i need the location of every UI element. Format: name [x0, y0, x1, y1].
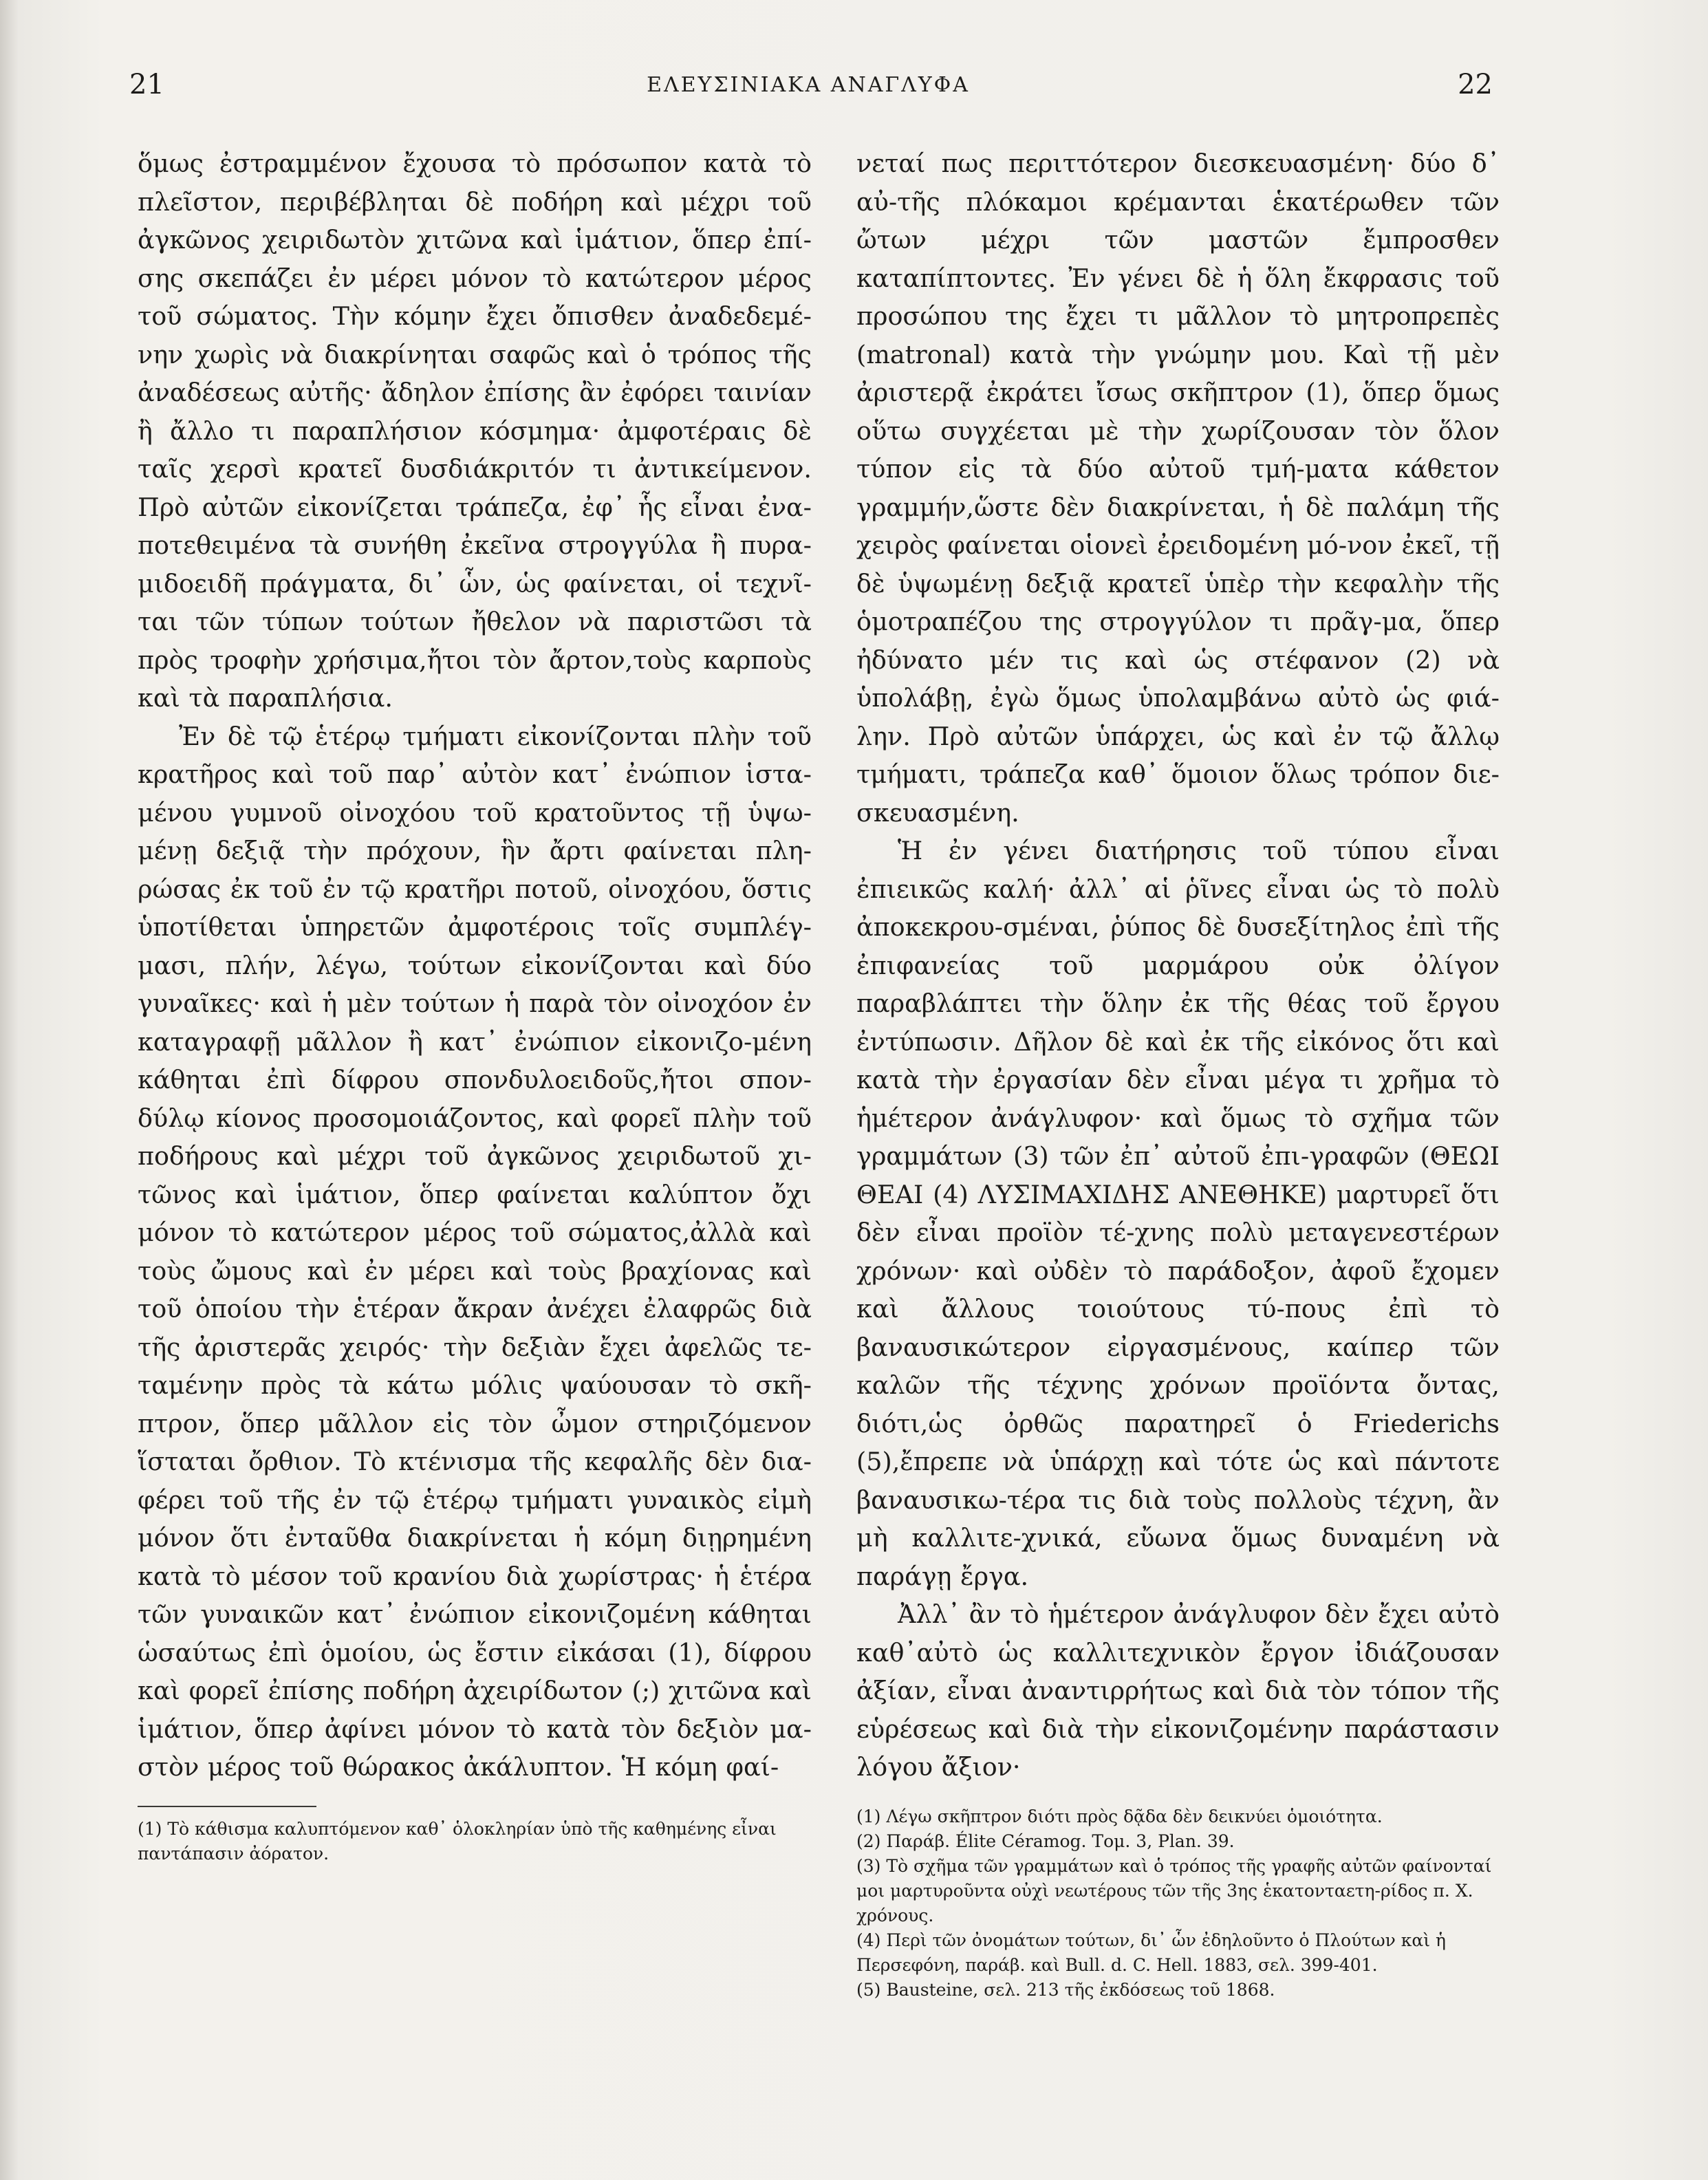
- right-footnote-5: (5) Bausteine, σελ. 213 τῆς ἐκδόσεως τοῦ 1868.: [856, 1979, 1275, 2000]
- page-number-left: 21: [129, 69, 164, 100]
- right-paragraph-1: νεταί πως περιττότερον διεσκευασμένη· δύο δ᾽ αὐ-τῆς πλόκαμοι κρέμανται ἑκατέρωθεν τῶν ὤτων μέχρι τῶν μαστῶν ἔμπροσθεν καταπίπτοντες. Ἐν γένει δὲ ἡ ὅλη ἔκφρασις τοῦ προσώπου της ἔχει τι μᾶλλον τὸ μητροπρεπὲς (matronal) κατὰ τὴν γνώμην μου. Καὶ τῇ μὲν ἀριστερᾷ ἐκράτει ἴσως σκῆπτρον (1), ὅπερ ὅμως οὕτω συγχέεται μὲ τὴν χωρίζουσαν τὸν ὅλον τύπον εἰς τὰ δύο αὐτοῦ τμή-ματα κάθετον γραμμήν,ὥστε δὲν διακρίνεται, ἡ δὲ παλάμη τῆς χειρὸς φαίνεται οἱονεὶ ἐρειδομένη μό-νον ἐκεῖ, τῇ δὲ ὑψωμένῃ δεξιᾷ κρατεῖ ὑπὲρ τὴν κεφαλὴν τῆς ὁμοτραπέζου της στρογγύλον τι πρᾶγ-μα, ὅπερ ἠδύνατο μέν τις καὶ ὡς στέφανον (2) νὰ ὑπολάβῃ, ἐγὼ ὅμως ὑπολαμβάνω αὐτὸ ὡς φιά-λην. Πρὸ αὐτῶν ὑπάρχει, ὡς καὶ ἐν τῷ ἄλλῳ τμήματι, τράπεζα καθ᾽ ὅμοιον ὅλως τρόπον διε-σκευασμένη.: [856, 149, 1500, 828]
- right-footnote-4: (4) Περὶ τῶν ὀνομάτων τούτων, δι᾽ ὧν ἐδηλοῦντο ὁ Πλούτων καὶ ἡ Περσεφόνη, παράβ. καὶ Bull. d. C. Hell. 1883, σελ. 399-401.: [856, 1930, 1446, 1975]
- left-footnote-1: (1) Τὸ κάθισμα καλυπτόμενον καθ᾽ ὁλοκληρίαν ὑπὸ τῆς καθημένης εἶναι παντάπασιν ἀόρατον.: [138, 1818, 777, 1864]
- right-paragraph-3: Ἀλλ᾽ ἂν τὸ ἡμέτερον ἀνάγλυφον δὲν ἔχει αὐτὸ καθ᾽αὐτὸ ὡς καλλιτεχνικὸν ἔργον ἰδιάζουσαν ἀξίαν, εἶναι ἀναντιρρήτως καὶ διὰ τὸν τόπον τῆς εὑρέσεως καὶ διὰ τὴν εἰκονιζομένην παράστασιν λόγου ἄξιον·: [856, 1599, 1500, 1782]
- right-paragraph-2: Ἡ ἐν γένει διατήρησις τοῦ τύπου εἶναι ἐπιεικῶς καλή· ἀλλ᾽ αἱ ῥῖνες εἶναι ὡς τὸ πολὺ ἀποκεκρου-σμέναι, ῥύπος δὲ δυσεξίτηλος ἐπὶ τῆς ἐπιφανείας τοῦ μαρμάρου οὐκ ὀλίγον παραβλάπτει τὴν ὅλην ἐκ τῆς θέας τοῦ ἔργου ἐντύπωσιν. Δῆλον δὲ καὶ ἐκ τῆς εἰκόνος ὅτι καὶ κατὰ τὴν ἐργασίαν δὲν εἶναι μέγα τι χρῆμα τὸ ἡμέτερον ἀνάγλυφον· καὶ ὅμως τὸ σχῆμα τῶν γραμμάτων (3) τῶν ἐπ᾽ αὐτοῦ ἐπι-γραφῶν (ΘΕΩΙ ΘΕΑΙ (4) ΛΥΣΙΜΑΧΙΔΗΣ ΑΝΕΘΗΚΕ) μαρτυρεῖ ὅτι δὲν εἶναι προϊὸν τέ-χνης πολὺ μεταγενεστέρων χρόνων· καὶ οὐδὲν τὸ παράδοξον, ἀφοῦ ἔχομεν καὶ ἄλλους τοιούτους τύ-πους ἐπὶ τὸ βαναυσικώτερον εἰργασμένους, καίπερ τῶν καλῶν τῆς τέχνης χρόνων προϊόντα ὄντας, διότι,ὡς ὀρθῶς παρατηρεῖ ὁ Friederichs (5),ἔπρεπε νὰ ὑπάρχῃ καὶ τότε ὡς καὶ πάντοτε βαναυσικω-τέρα τις διὰ τοὺς πολλοὺς τέχνη, ἂν μὴ καλλιτε-χνικά, εὔωνα ὅμως δυναμένη νὰ παράγῃ ἔργα.: [856, 836, 1500, 1591]
- right-column: [856, 144, 1500, 2003]
- left-paragraph-1: ὅμως ἐστραμμένον ἔχουσα τὸ πρόσωπον κατὰ τὸ πλεῖστον, περιβέβληται δὲ ποδήρη καὶ μέχρι τοῦ ἀγκῶνος χειριδωτὸν χιτῶνα καὶ ἱμάτιον, ὅπερ ἐπί-σης σκεπάζει ἐν μέρει μόνον τὸ κατώτερον μέρος τοῦ σώματος. Τὴν κόμην ἔχει ὄπισθεν ἀναδεδεμέ-νην χωρὶς νὰ διακρίνηται σαφῶς καὶ ὁ τρόπος τῆς ἀναδέσεως αὐτῆς· ἄδηλον ἐπίσης ἂν ἐφόρει ταινίαν ἢ ἄλλο τι παραπλήσιον κόσμημα· ἀμφοτέραις δὲ ταῖς χερσὶ κρατεῖ δυσδιάκριτόν τι ἀντικείμενον. Πρὸ αὐτῶν εἰκονίζεται τράπεζα, ἐφ᾽ ἧς εἶναι ἐνα-ποτεθειμένα τὰ συνήθη ἐκεῖνα στρογγύλα ἢ πυρα-μιδοειδῆ πράγματα, δι᾽ ὧν, ὡς φαίνεται, οἱ τεχνῖ-ται τῶν τύπων τούτων ἤθελον νὰ παριστῶσι τὰ πρὸς τροφὴν χρήσιμα,ἤτοι τὸν ἄρτον,τοὺς καρποὺς καὶ τὰ παραπλήσια.: [138, 149, 812, 713]
- right-footnote-3: (3) Τὸ σχῆμα τῶν γραμμάτων καὶ ὁ τρόπος τῆς γραφῆς αὐτῶν φαίνονταί μοι μαρτυροῦντα οὐχὶ νεωτέρους τῶν τῆς 3ης ἑκατονταετη-ρίδος π. Χ. χρόνους.: [856, 1855, 1492, 1925]
- facing-page-edge: [0, 0, 18, 2180]
- running-title: ΕΛΕΥΣΙΝΙΑΚΑ ΑΝΑΓΛΥΦΑ: [647, 73, 970, 97]
- page-number-right: 22: [1458, 69, 1493, 100]
- left-column: [138, 144, 812, 1866]
- right-footnote-1: (1) Λέγω σκῆπτρον διότι πρὸς δᾷδα δὲν δεικνύει ὁμοιότητα.: [856, 1806, 1383, 1826]
- right-footnote-2: (2) Παράβ. Élite Céramog. Τομ. 3, Plan. 39.: [856, 1831, 1235, 1851]
- right-footnotes: [856, 1804, 1500, 2003]
- left-paragraph-2: Ἐν δὲ τῷ ἑτέρῳ τμήματι εἰκονίζονται πλὴν τοῦ κρατῆρος καὶ τοῦ παρ᾽ αὐτὸν κατ᾽ ἐνώπιον ἱστα-μένου γυμνοῦ οἰνοχόου τοῦ κρατοῦντος τῇ ὑψω-μένῃ δεξιᾷ τὴν πρόχουν, ἣν ἄρτι φαίνεται πλη-ρώσας ἐκ τοῦ ἐν τῷ κρατῆρι ποτοῦ, οἰνοχόου, ὅστις ὑποτίθεται ὑπηρετῶν ἀμφοτέροις τοῖς συμπλέγ-μασι, πλήν, λέγω, τούτων εἰκονίζονται καὶ δύο γυναῖκες· καὶ ἡ μὲν τούτων ἡ παρὰ τὸν οἰνοχόον ἐν καταγραφῇ μᾶλλον ἢ κατ᾽ ἐνώπιον εἰκονιζο-μένη κάθηται ἐπὶ δίφρου σπονδυλοειδοῦς,ἤτοι σπον-δύλῳ κίονος προσομοιάζοντος, καὶ φορεῖ πλὴν τοῦ ποδήρους καὶ μέχρι τοῦ ἀγκῶνος χειριδωτοῦ χι-τῶνος καὶ ἱμάτιον, ὅπερ φαίνεται καλύπτον ὄχι μόνον τὸ κατώτερον μέρος τοῦ σώματος,ἀλλὰ καὶ τοὺς ὤμους καὶ ἐν μέρει καὶ τοὺς βραχίονας καὶ τοῦ ὁποίου τὴν ἑτέραν ἄκραν ἀνέχει ἐλαφρῶς διὰ τῆς ἀριστερᾶς χειρός· τὴν δεξιὰν ἔχει ἀφελῶς τε-ταμένην πρὸς τὰ κάτω μόλις ψαύουσαν τὸ σκῆ-πτρον, ὅπερ μᾶλλον εἰς τὸν ὦμον στηριζόμενον ἵσταται ὄρθιον. Τὸ κτένισμα τῆς κεφαλῆς δὲν δια-φέρει τοῦ τῆς ἐν τῷ ἑτέρῳ τμήματι γυναικὸς εἰμὴ μόνον ὅτι ἐνταῦθα διακρίνεται ἡ κόμη διῃρημένη κατὰ τὸ μέσον τοῦ κρανίου διὰ χωρίστρας· ἡ ἑτέρα τῶν γυναικῶν κατ᾽ ἐνώπιον εἰκονιζομένη κάθηται ὡσαύτως ἐπὶ ὁμοίου, ὡς ἔστιν εἰκάσαι (1), δίφρου καὶ φορεῖ ἐπίσης ποδήρη ἀχειρίδωτον (;) χιτῶνα καὶ ἱμάτιον, ὅπερ ἀφίνει μόνον τὸ κατὰ τὸν δεξιὸν μα-στὸν μέρος τοῦ θώρακος ἀκάλυπτον. Ἡ κόμη φαί-: [138, 721, 812, 1782]
- footnote-rule: [138, 1806, 316, 1807]
- running-header: [124, 69, 1493, 110]
